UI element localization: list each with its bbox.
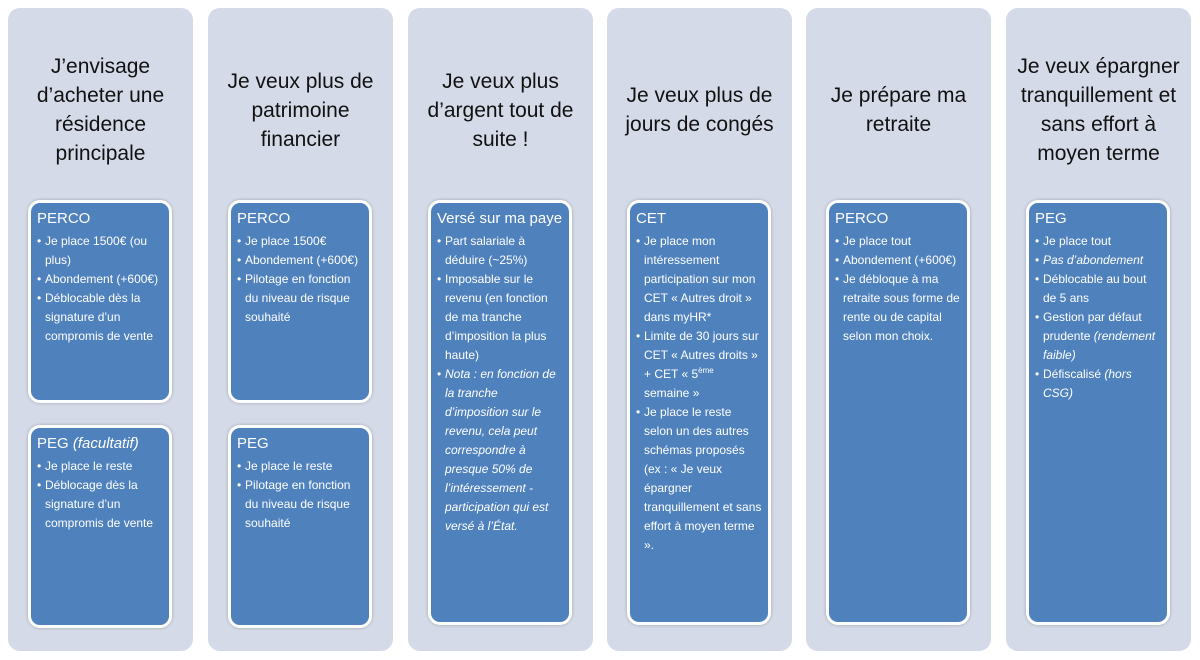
text-segment: semaine » [644,386,700,400]
text-segment: Limite de 30 jours sur CET « Autres droits » + CET « 5 [644,329,759,381]
text-segment: Abondement (+600€) [45,272,159,286]
text-segment: PERCO [37,210,91,227]
option-title [636,208,762,229]
goal-column [607,8,792,651]
bullet-item [636,403,762,555]
text-segment: CET [636,210,666,227]
bullet-item [636,327,762,403]
bullet-item [835,232,961,251]
text-segment: Je place 1500€ [245,234,327,248]
bullet-item [1035,251,1161,270]
option-box [826,200,970,625]
text-segment: Abondement (+600€) [843,253,957,267]
bullet-item [237,457,363,476]
text-segment: Déblocable au bout de 5 ans [1043,272,1147,305]
text-segment: Gestion par défaut prudente [1043,310,1142,343]
text-segment: Part salariale à déduire (~25%) [445,234,528,267]
text-segment: Pilotage en fonction du niveau de risque souhaité [245,478,351,530]
text-segment: Nota : en fonction de la tranche d’imposition sur le revenu, cela peut correspondre à presque 50% de l’intéressement - participation qui est versé à l’État. [445,367,556,533]
text-segment: (rendement faible) [1043,329,1156,362]
goal-column [408,8,593,651]
text-segment: Déblocage dès la signature d’un compromis de vente [45,478,154,530]
text-segment: Je débloque à ma retraite sous forme de rente ou de capital selon mon choix. [843,272,960,343]
bullet-item [37,476,163,533]
text-segment: (hors CSG) [1043,367,1132,400]
text-segment: PEG [237,435,269,452]
text-segment: (facultatif) [72,435,139,452]
option-box [28,425,172,628]
option-box [228,200,372,403]
option-bullets [37,232,163,346]
goal-column [208,8,393,651]
bullet-item [37,289,163,346]
goal-heading: Je veux épargner tranquillement et sans effort à moyen terme [1017,55,1180,165]
bullet-item [237,270,363,327]
bullet-item [636,232,762,327]
option-box [28,200,172,403]
bullet-item [835,270,961,346]
option-title [437,208,563,229]
bullet-item [237,251,363,270]
option-bullets [237,232,363,327]
option-bullets [1035,232,1161,403]
text-segment: Pilotage en fonction du niveau de risque souhaité [245,272,351,324]
option-title [37,433,163,454]
bullet-item [437,232,563,270]
text-segment: PEG [1035,210,1067,227]
bullet-item [37,232,163,270]
option-box [1026,200,1170,625]
goal-heading: J’envisage d’acheter une résidence principale [36,55,165,165]
goal-heading: Je veux plus d’argent tout de suite ! [427,69,574,151]
goal-column [806,8,991,651]
goal-heading: Je veux plus de patrimoine financier [227,69,374,151]
text-segment: Je place le reste [245,459,333,473]
bullet-item [1035,308,1161,365]
goal-column [8,8,193,651]
goal-heading: Je veux plus de jours de congés [625,84,774,136]
bullet-item [1035,232,1161,251]
text-segment: Versé sur ma paye [437,210,563,227]
option-box [228,425,372,628]
text-segment: Je place mon intéressement participation sur mon CET « Autres droit » dans myHR* [644,234,756,324]
goal-heading: Je prépare ma retraite [830,84,967,136]
text-segment: ème [698,366,714,375]
bullet-item [437,365,563,536]
option-bullets [37,457,163,533]
text-segment: Abondement (+600€) [245,253,359,267]
bullet-item [37,270,163,289]
bullet-item [37,457,163,476]
text-segment: Je place tout [1043,234,1112,248]
option-title [1035,208,1161,229]
goal-column [1006,8,1191,651]
text-segment: PERCO [237,210,291,227]
option-bullets [237,457,363,533]
text-segment: Je place le reste [45,459,133,473]
option-box [627,200,771,625]
option-box [428,200,572,625]
text-segment: Je place tout [843,234,912,248]
text-segment: Je place le reste selon un des autres schémas proposés (ex : « Je veux épargner tranquillement et sans effort à moyen terme ». [644,405,762,552]
bullet-item [237,476,363,533]
option-bullets [835,232,961,346]
bullet-item [835,251,961,270]
option-bullets [636,232,762,555]
text-segment: Défiscalisé [1043,367,1105,381]
bullet-item [237,232,363,251]
text-segment: Pas d’abondement [1043,253,1144,267]
bullet-item [1035,270,1161,308]
option-bullets [437,232,563,536]
text-segment: PERCO [835,210,889,227]
text-segment: Déblocable dès la signature d’un compromis de vente [45,291,154,343]
text-segment: PEG [37,435,73,452]
option-title [37,208,163,229]
option-title [237,433,363,454]
option-title [237,208,363,229]
bullet-item [1035,365,1161,403]
text-segment: Je place 1500€ (ou plus) [45,234,148,267]
text-segment: Imposable sur le revenu (en fonction de ma tranche d’imposition la plus haute) [445,272,548,362]
option-title [835,208,961,229]
bullet-item [437,270,563,365]
